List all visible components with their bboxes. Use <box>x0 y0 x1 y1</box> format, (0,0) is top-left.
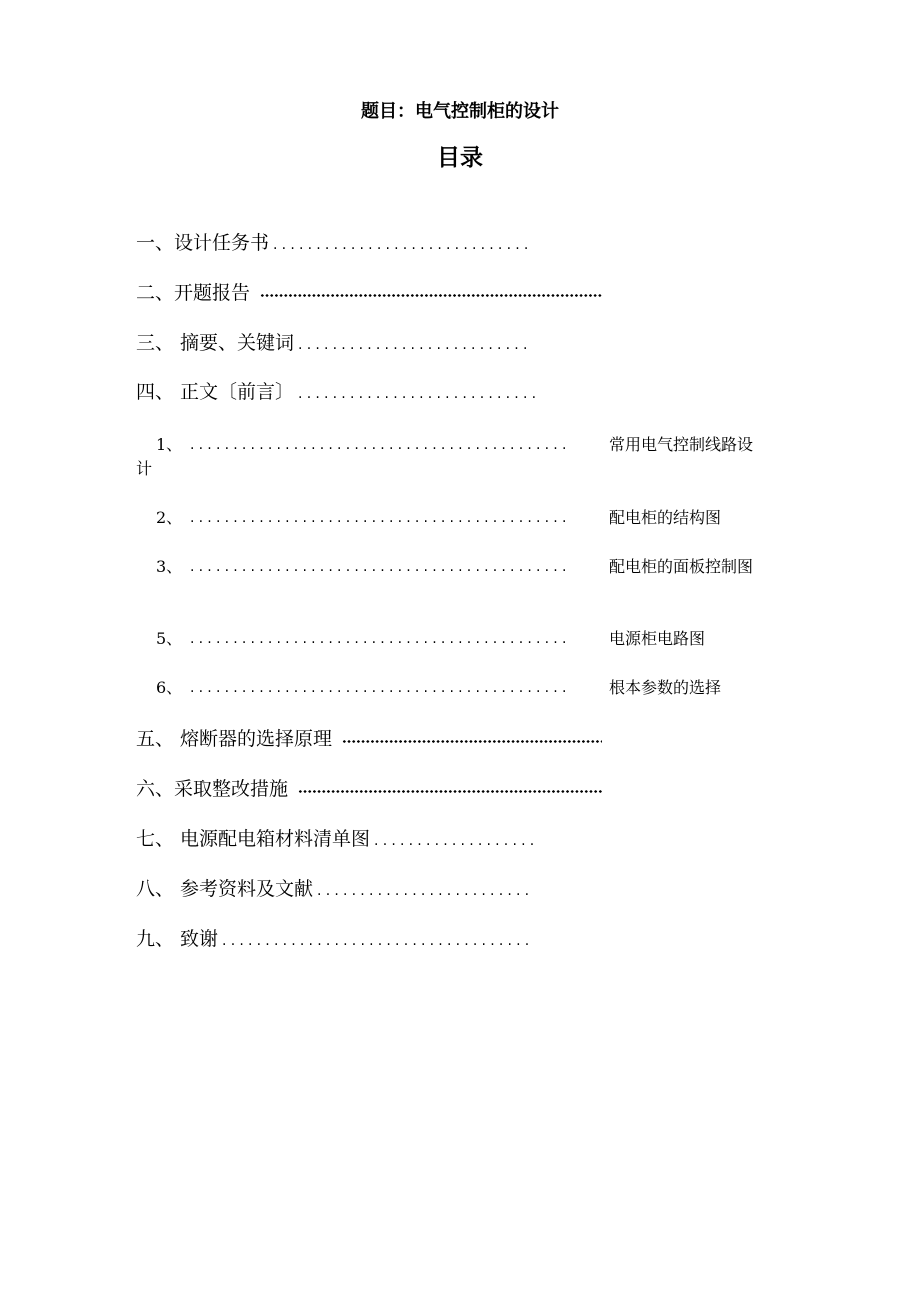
toc-entry-task-book <box>136 229 602 257</box>
toc-sub-title: 根本参数的选择 <box>609 678 722 697</box>
toc-leader-dots: ................... <box>374 833 539 849</box>
toc-leader-dots: .............................. <box>273 237 533 253</box>
toc-entry-label: 六、采取整改措施 <box>136 778 289 800</box>
toc-leader-dots: ........................... <box>298 337 532 353</box>
toc-entry-label: 三、 摘要、关键词 <box>136 332 295 354</box>
toc-entry-main-text <box>136 378 602 406</box>
toc-entry-fuse-selection <box>136 725 602 753</box>
toc-leader-dots: ............................................ <box>190 510 571 526</box>
toc-leader-dots: ............................................ <box>190 680 571 696</box>
toc-entry-references <box>136 875 602 903</box>
toc-title: 目录 <box>437 145 483 171</box>
toc-leader-dots: ............................................ <box>190 559 571 575</box>
toc-entry-acknowledgements <box>136 925 602 953</box>
toc-entry-label: 二、开题报告 <box>136 282 251 304</box>
toc-leader-dots <box>298 790 602 793</box>
toc-entry-abstract-keywords <box>136 329 602 357</box>
toc-entry-label: 四、 正文〔前言〕 <box>136 381 295 403</box>
toc-sub-number: 3、 <box>156 557 183 576</box>
toc-entry-rectification <box>136 775 602 803</box>
toc-leader-dots: ............................ <box>298 386 541 402</box>
toc-sub-number: 2、 <box>156 508 183 527</box>
toc-leader-dots: ............................................ <box>190 631 571 647</box>
toc-entry-label: 五、 熔断器的选择原理 <box>136 728 333 750</box>
document-subject-line: 题目：电气控制柜的设计 <box>361 101 559 122</box>
toc-entry-proposal-report <box>136 279 602 307</box>
toc-sub-title: 配电柜的结构图 <box>609 508 722 527</box>
toc-sub-number: 6、 <box>156 678 183 697</box>
toc-entry-label: 九、 致谢 <box>136 928 219 950</box>
toc-entry-label: 八、 参考资料及文献 <box>136 878 314 900</box>
toc-sub-title: 电源柜电路图 <box>609 629 706 648</box>
toc-sub-title: 常用电气控制线路设 <box>609 435 754 454</box>
toc-entry-label: 一、设计任务书 <box>136 232 270 254</box>
toc-leader-dots <box>342 740 602 743</box>
toc-leader-dots: ............................................ <box>190 437 571 453</box>
toc-leader-dots: .................................... <box>222 933 534 949</box>
toc-sub-title-wrap: 计 <box>136 459 153 478</box>
toc-sub-number: 5、 <box>156 629 183 648</box>
toc-entry-label: 七、 电源配电箱材料清单图 <box>136 828 371 850</box>
toc-leader-dots: ......................... <box>317 883 534 899</box>
toc-sub-number: 1、 <box>156 435 183 454</box>
toc-leader-dots <box>260 294 602 297</box>
toc-entry-material-list <box>136 825 602 853</box>
toc-sub-title: 配电柜的面板控制图 <box>609 557 754 576</box>
